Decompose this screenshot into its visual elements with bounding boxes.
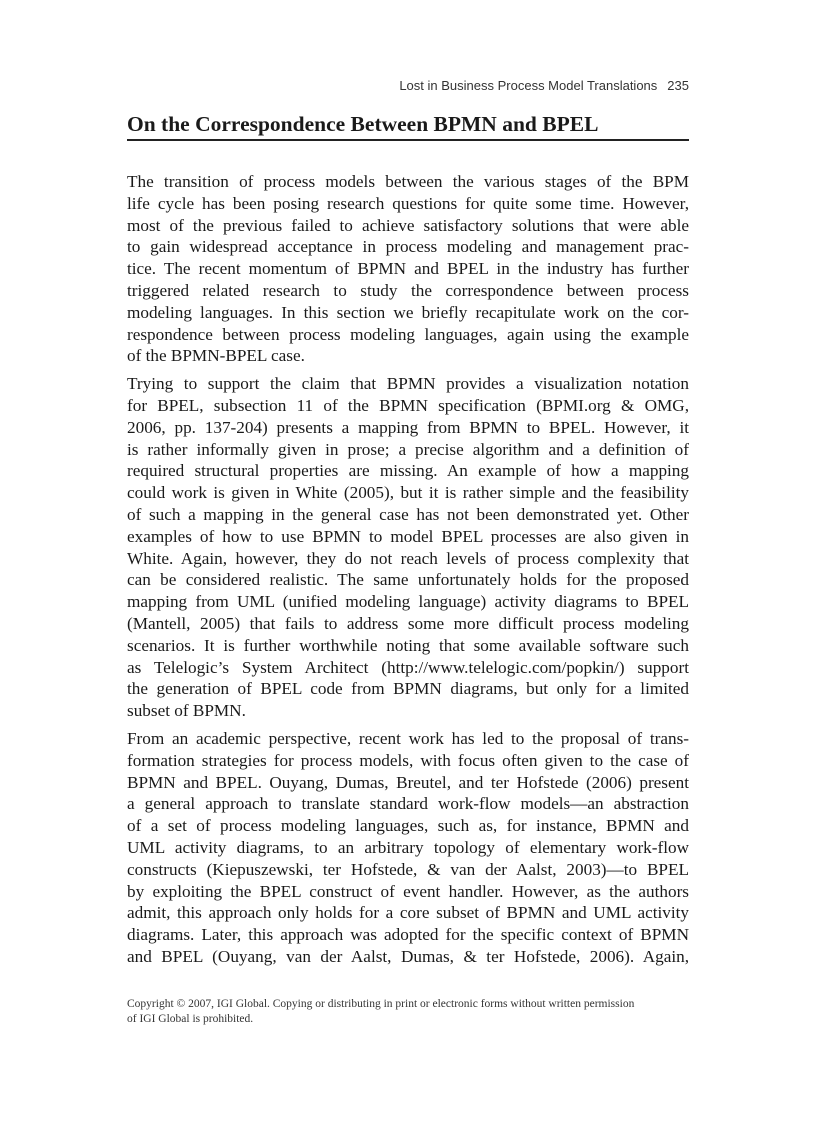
- body-text: [127, 171, 689, 974]
- text-line: of a set of process modeling languages, such as, for instance, BPMN and: [127, 816, 689, 836]
- text-line: scenarios. It is further worthwhile noting that some available software such: [127, 635, 689, 655]
- text-line: formation strategies for process models, with focus often given to the case of: [127, 750, 689, 770]
- text-line: Trying to support the claim that BPMN provides a visualization notation: [127, 374, 689, 394]
- text-line: a general approach to translate standard work-flow models—an abstraction: [127, 794, 689, 814]
- text-line: as Telelogic’s System Architect (http://www.telelogic.com/popkin/) support: [127, 657, 689, 677]
- copyright-line-1: Copyright © 2007, IGI Global. Copying or distributing in print or electronic forms without written permission: [127, 998, 635, 1010]
- text-line: admit, this approach only holds for a core subset of BPMN and UML activity: [127, 903, 689, 923]
- text-line: of such a mapping in the general case has not been demonstrated yet. Other: [127, 504, 689, 524]
- paragraph: [127, 171, 689, 367]
- text-line: subset of BPMN.: [127, 701, 246, 721]
- text-line: the generation of BPEL code from BPMN diagrams, but only for a limited: [127, 679, 689, 699]
- text-line: UML activity diagrams, to an arbitrary topology of elementary work-flow: [127, 837, 689, 857]
- text-line: (Mantell, 2005) that fails to address some more difficult process modeling: [127, 613, 689, 633]
- text-line: most of the previous failed to achieve satisfactory solutions that were able: [127, 215, 689, 235]
- text-line: modeling languages. In this section we briefly recapitulate work on the cor-: [127, 302, 689, 322]
- text-line: From an academic perspective, recent work has led to the proposal of trans-: [127, 728, 689, 748]
- text-line: White. Again, however, they do not reach levels of process complexity that: [127, 548, 689, 568]
- text-line: is rather informally given in prose; a precise algorithm and a definition of: [127, 439, 689, 459]
- text-line: by exploiting the BPEL construct of event handler. However, as the authors: [127, 881, 689, 901]
- text-line: examples of how to use BPMN to model BPEL processes are also given in: [127, 526, 689, 546]
- text-line: BPMN and BPEL. Ouyang, Dumas, Breutel, and ter Hofstede (2006) present: [127, 772, 689, 792]
- text-line: 2006, pp. 137-204) presents a mapping from BPMN to BPEL. However, it: [127, 417, 689, 437]
- text-line: diagrams. Later, this approach was adopted for the specific context of BPMN: [127, 925, 689, 945]
- text-line: triggered related research to study the correspondence between process: [127, 280, 689, 300]
- paragraph: [127, 728, 689, 968]
- text-line: to gain widespread acceptance in process modeling and management prac-: [127, 237, 689, 257]
- text-line: tice. The recent momentum of BPMN and BPEL in the industry has further: [127, 259, 689, 279]
- copyright-footer: [127, 997, 687, 1027]
- text-line: The transition of process models between the various stages of the BPM: [127, 172, 689, 191]
- copyright-line-2: of IGI Global is prohibited.: [127, 1013, 254, 1025]
- text-line: required structural properties are missing. An example of how a mapping: [127, 461, 689, 481]
- text-line: life cycle has been posing research questions for quite some time. However,: [127, 193, 689, 213]
- text-line: constructs (Kiepuszewski, ter Hofstede, & van der Aalst, 2003)—to BPEL: [127, 859, 689, 879]
- running-header: [399, 78, 689, 93]
- section-title: On the Correspondence Between BPMN and BPEL: [127, 112, 689, 141]
- text-line: could work is given in White (2005), but it is rather simple and the feasibility: [127, 483, 689, 503]
- running-title: Lost in Business Process Model Translations: [399, 78, 658, 93]
- text-line: of the BPMN-BPEL case.: [127, 346, 305, 366]
- paragraph: [127, 373, 689, 722]
- text-line: can be considered realistic. The same unfortunately holds for the proposed: [127, 570, 689, 590]
- text-line: respondence between process modeling languages, again using the example: [127, 324, 689, 344]
- text-line: mapping from UML (unified modeling language) activity diagrams to BPEL: [127, 592, 689, 612]
- page-number: 235: [667, 78, 689, 93]
- text-line: for BPEL, subsection 11 of the BPMN specification (BPMI.org & OMG,: [127, 395, 689, 415]
- text-line: and BPEL (Ouyang, van der Aalst, Dumas, & ter Hofstede, 2006). Again,: [127, 946, 689, 966]
